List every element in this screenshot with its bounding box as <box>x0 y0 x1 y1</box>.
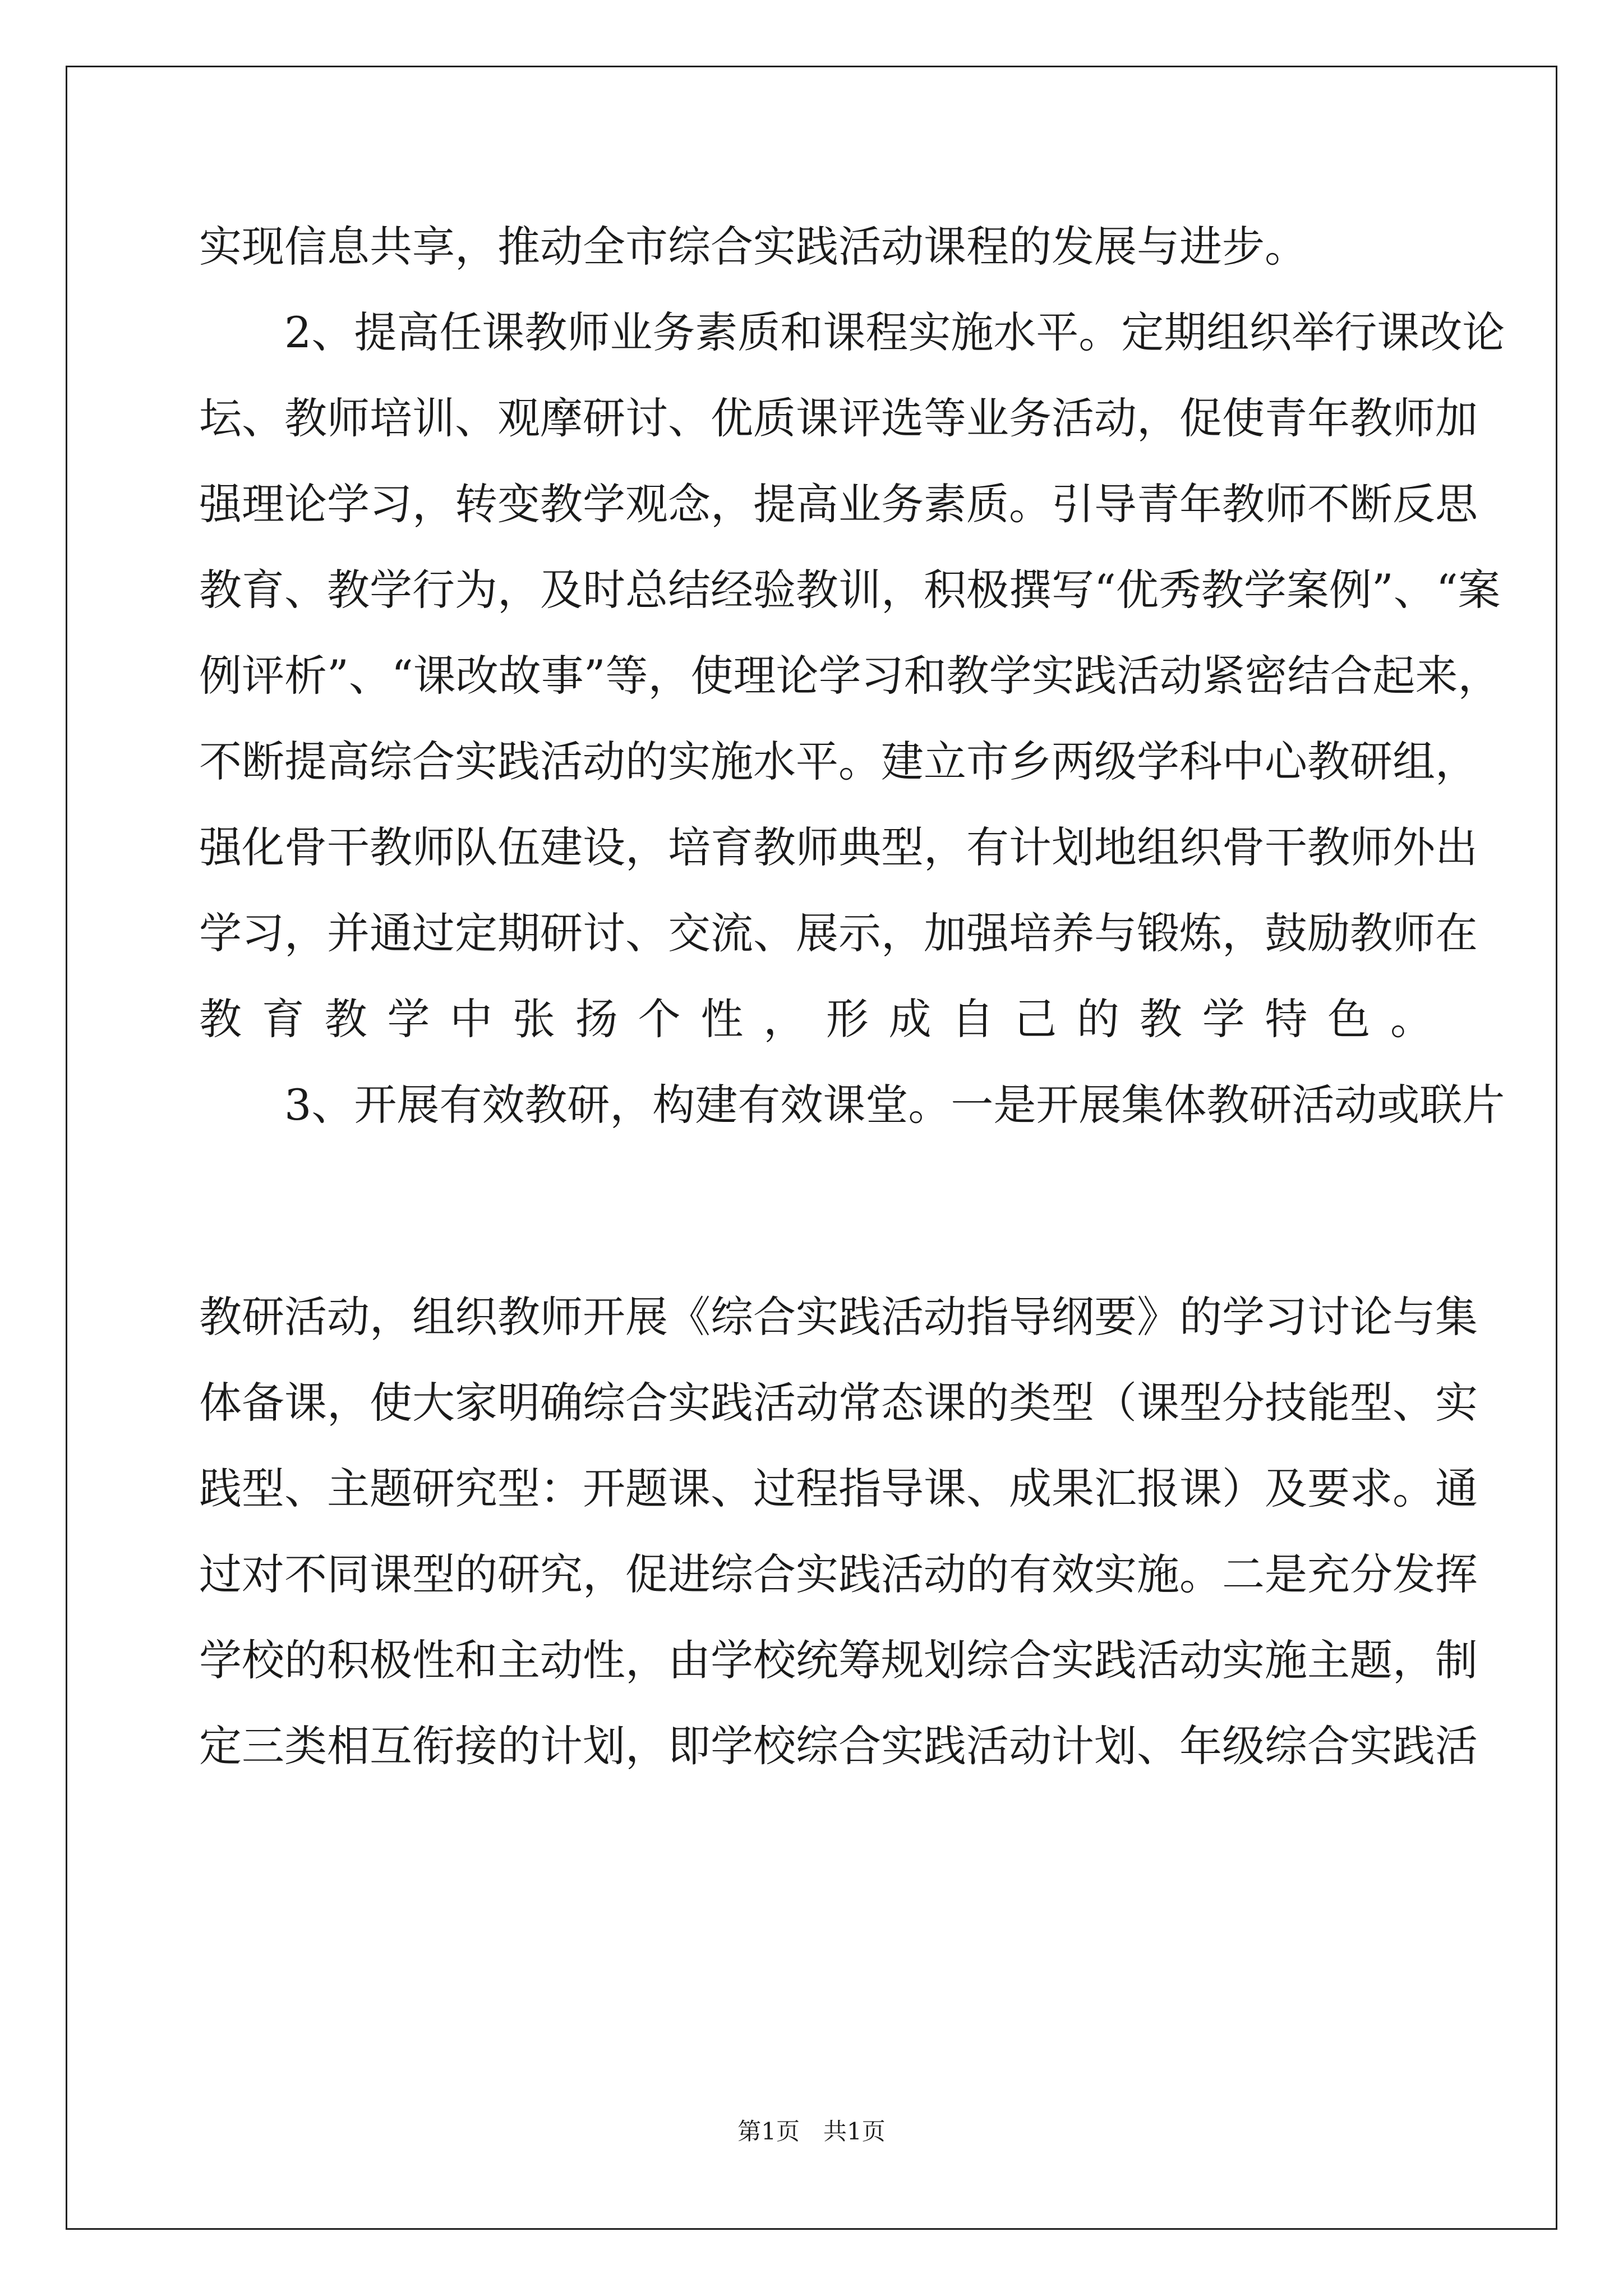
text-line-14: 践型、主题研究型：开题课、过程指导课、成果汇报课）及要求。通 <box>199 1464 1478 1513</box>
text-line-10: 教育教学中张扬个性，形成自己的教学特色。 <box>199 994 1433 1044</box>
text-line-1: 实现信息共享，推动全市综合实践活动课程的发展与进步。 <box>199 222 1307 272</box>
text-line-11: 3、开展有效教研，构建有效课堂。一是开展集体教研活动或联片 <box>199 1080 1505 1130</box>
text-line-8: 强化骨干教师队伍建设，培育教师典型，有计划地组织骨干教师外出 <box>199 822 1478 872</box>
text-line-16: 学校的积极性和主动性，由学校统筹规划综合实践活动实施主题，制 <box>199 1635 1478 1685</box>
text-line-9: 学习，并通过定期研讨、交流、展示，加强培养与锻炼，鼓励教师在 <box>199 908 1478 958</box>
text-line-17: 定三类相互衔接的计划，即学校综合实践活动计划、年级综合实践活 <box>199 1721 1478 1771</box>
text-line-15: 过对不同课型的研究，促进综合实践活动的有效实施。二是充分发挥 <box>199 1549 1478 1599</box>
text-line-7: 不断提高综合实践活动的实施水平。建立市乡两级学科中心教研组， <box>199 737 1478 786</box>
text-line-3: 坛、教师培训、观摩研讨、优质课评选等业务活动，促使青年教师加 <box>199 393 1478 443</box>
page-footer: 第1页 共1页 <box>737 2118 886 2145</box>
text-line-6: 例评析”、“课改故事”等，使理论学习和教学实践活动紧密结合起来， <box>199 651 1501 701</box>
text-line-4: 强理论学习，转变教学观念，提高业务素质。引导青年教师不断反思 <box>199 479 1478 529</box>
text-line-5: 教育、教学行为，及时总结经验教训，积极撰写“优秀教学案例”、“案 <box>199 565 1501 615</box>
text-line-13: 体备课，使大家明确综合实践活动常态课的类型（课型分技能型、实 <box>199 1378 1478 1428</box>
text-line-2: 2、提高任课教师业务素质和课程实施水平。定期组织举行课改论 <box>199 307 1505 357</box>
text-line-12: 教研活动，组织教师开展《综合实践活动指导纲要》的学习讨论与集 <box>199 1292 1478 1342</box>
